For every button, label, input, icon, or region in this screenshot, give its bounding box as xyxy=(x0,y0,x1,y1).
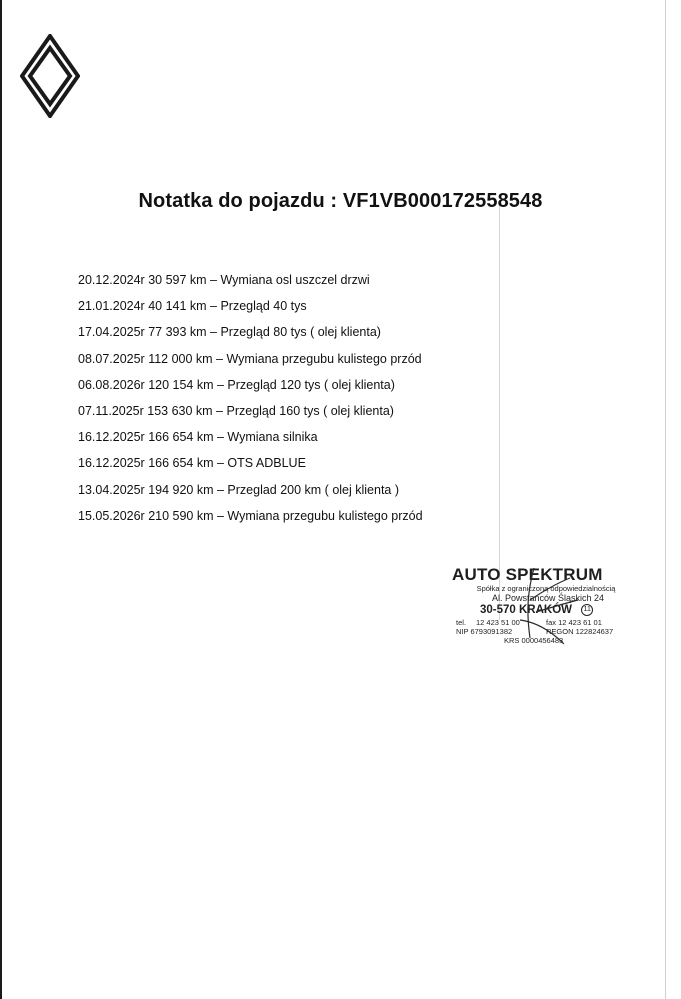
log-entry: 20.12.2024r 30 597 km – Wymiana osl uszczel drzwi xyxy=(78,273,370,287)
stamp-regon: REGON 122824637 xyxy=(546,627,614,637)
stamp-address: Al. Powstańców Śląskich 24 xyxy=(491,593,605,603)
stamp-tel-label: tel. xyxy=(456,618,467,628)
log-entry: 15.05.2026r 210 590 km – Wymiana przegubu kulistego przód xyxy=(78,508,423,523)
signature-scribble xyxy=(490,560,590,650)
fold-line xyxy=(499,200,500,620)
stamp-krs: KRS 0000456483 xyxy=(504,636,564,646)
stamp-company-name: AUTO SPEKTRUM xyxy=(452,565,603,584)
scan-line xyxy=(665,0,666,999)
stamp-nip: NIP 6793091382 xyxy=(456,627,513,637)
stamp-subtitle: Spółka z ograniczoną odpowiedzialnością xyxy=(476,584,616,593)
stamp-city: 30-570 KRAKÓW xyxy=(480,604,573,617)
service-log xyxy=(78,270,423,532)
stamp-fax: fax 12 423 61 01 xyxy=(546,618,602,628)
log-entry: 13.04.2025r 194 920 km – Przeglad 200 km ( olej klienta ) xyxy=(78,482,400,497)
stamp-city-badge: 11 xyxy=(581,604,593,616)
log-entry: 17.04.2025r 77 393 km – Przegląd 80 tys ( olej klienta) xyxy=(78,325,381,340)
stamp-tel: 12 423 51 00 xyxy=(476,618,520,628)
log-entry: 08.07.2025r 112 000 km – Wymiana przegubu kulistego przód xyxy=(78,351,422,366)
log-entry: 16.12.2025r 166 654 km – Wymiana silnika xyxy=(78,430,318,445)
log-entry: 06.08.2026r 120 154 km – Przegląd 120 tys ( olej klienta) xyxy=(78,377,395,392)
renault-diamond-logo-icon xyxy=(20,34,80,118)
log-entry: 07.11.2025r 153 630 km – Przegląd 160 tys ( olej klienta) xyxy=(78,403,394,418)
log-entry: 21.01.2024r 40 141 km – Przegląd 40 tys xyxy=(78,299,307,314)
scan-edge xyxy=(0,0,2,999)
log-entry: 16.12.2025r 166 654 km – OTS ADBLUE xyxy=(78,456,306,471)
document-title: Notatka do pojazdu : VF1VB000172558548 xyxy=(138,190,543,212)
